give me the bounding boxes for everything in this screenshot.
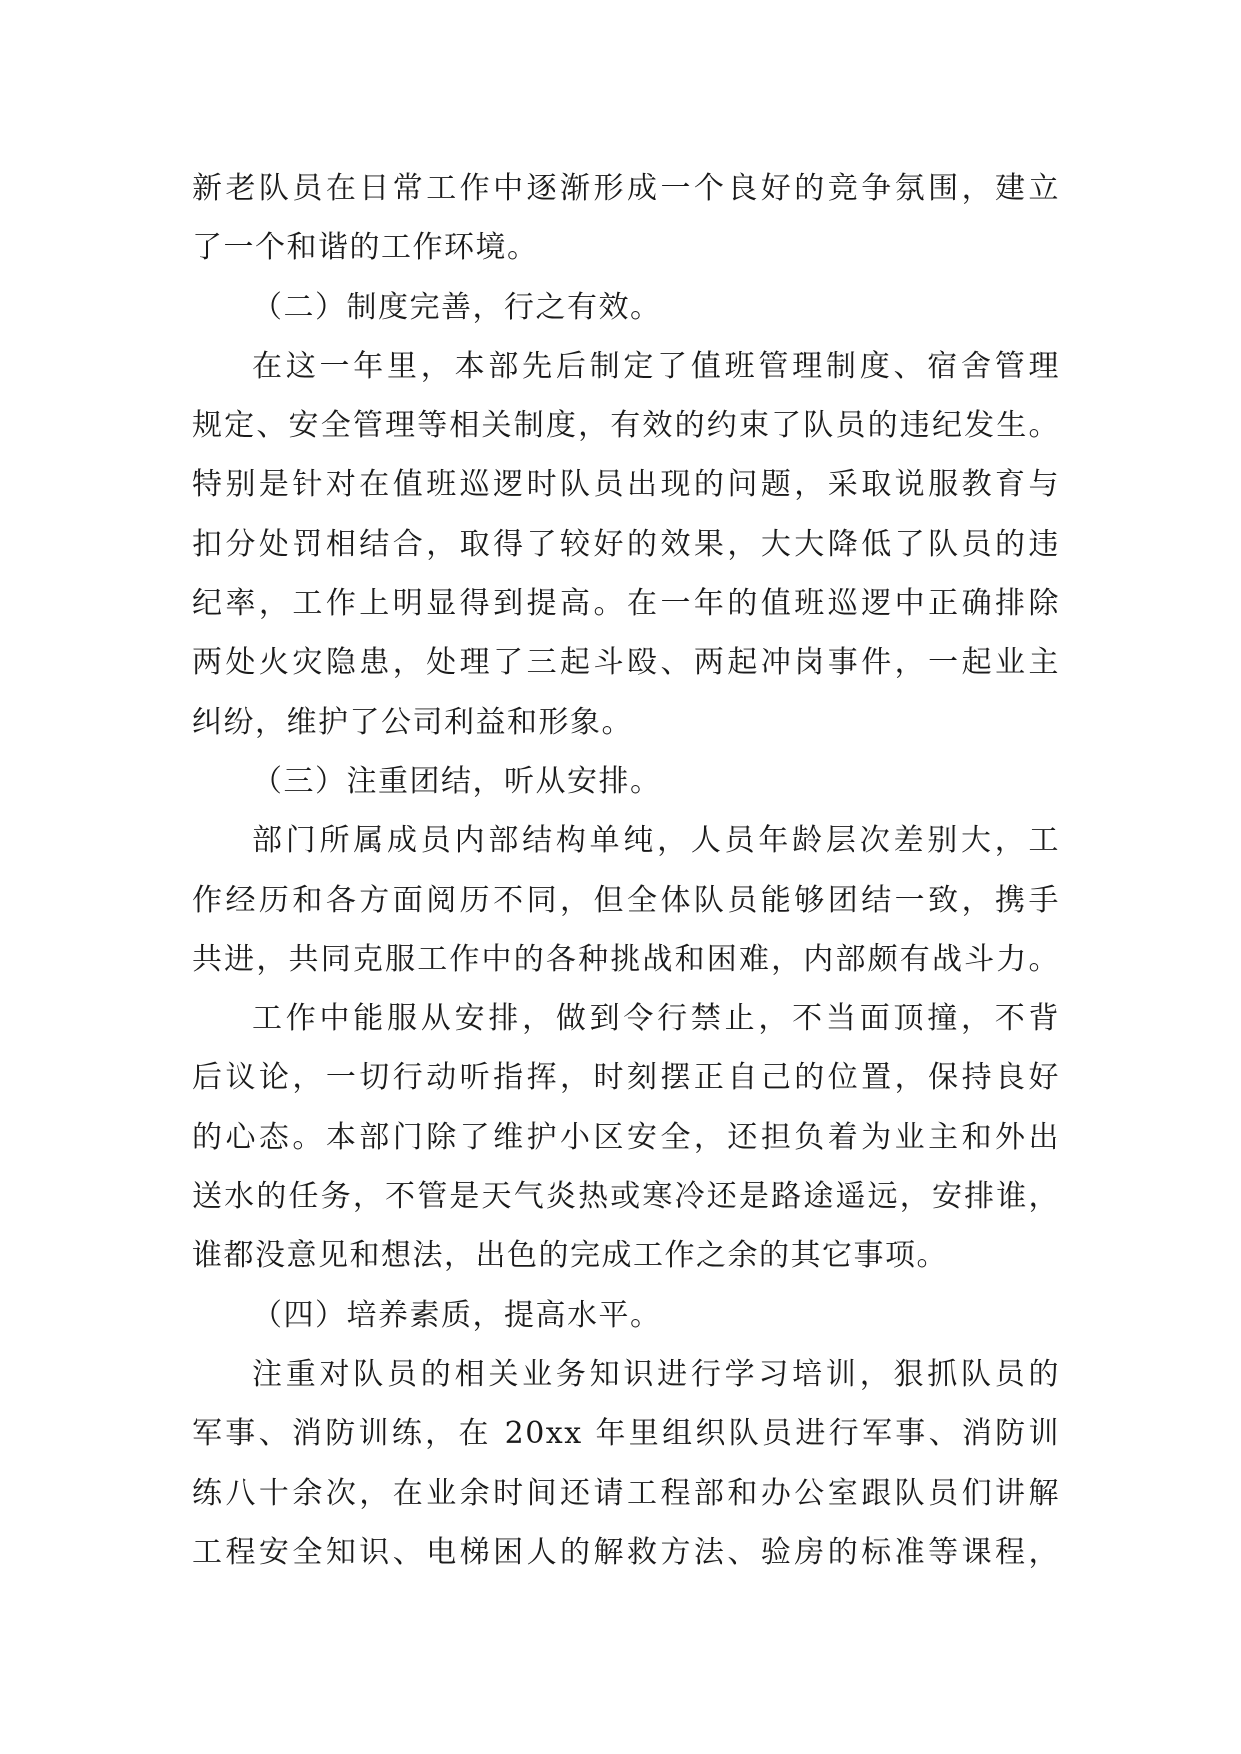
text-line: 的心态。本部门除了维护小区安全，还担负着为业主和外出 [192,1119,1060,1155]
text-line: 了一个和谐的工作环境。 [192,230,539,266]
text-line: 两处火灾隐患，处理了三起斗殴、两起冲岗事件，一起业主 [192,645,1060,681]
text-line: 纠纷，维护了公司利益和形象。 [192,704,633,740]
text-line: 军事、消防训练，在 20xx 年里组织队员进行军事、消防训 [192,1416,1060,1452]
text-line: 练八十余次，在业余时间还请工程部和办公室跟队员们讲解 [192,1475,1060,1511]
text-line: 谁都没意见和想法，出色的完成工作之余的其它事项。 [192,1238,948,1274]
text-line: 注重对队员的相关业务知识进行学习培训，狠抓队员的 [252,1356,1060,1392]
text-line: 送水的任务，不管是天气炎热或寒冷还是路途遥远，安排谁， [192,1179,1060,1215]
section-heading: （三）注重团结，听从安排。 [252,763,662,799]
text-line: 工程安全知识、电梯困人的解救方法、验房的标准等课程， [192,1534,1060,1570]
text-line: 新老队员在日常工作中逐渐形成一个良好的竞争氛围，建立 [192,171,1060,206]
document-body [192,159,1060,1582]
section-heading: （二）制度完善，行之有效。 [252,289,662,325]
text-line: 工作中能服从安排，做到令行禁止，不当面顶撞，不背 [252,1001,1060,1037]
text-line: 作经历和各方面阅历不同，但全体队员能够团结一致，携手 [192,882,1060,918]
text-line: 扣分处罚相结合，取得了较好的效果，大大降低了队员的违 [192,526,1060,562]
text-line: 部门所属成员内部结构单纯，人员年龄层次差别大，工 [252,823,1060,859]
text-line: 后议论，一切行动听指挥，时刻摆正自己的位置，保持良好 [192,1060,1060,1096]
text-line: 特别是针对在值班巡逻时队员出现的问题，采取说服教育与 [192,467,1060,503]
text-line: 规定、安全管理等相关制度，有效的约束了队员的违纪发生。 [192,408,1060,444]
text-line: 纪率，工作上明显得到提高。在一年的值班巡逻中正确排除 [192,586,1060,622]
text-line: 共进，共同克服工作中的各种挑战和困难，内部颇有战斗力。 [192,941,1060,977]
section-heading: （四）培养素质，提高水平。 [252,1297,662,1333]
text-line: 在这一年里，本部先后制定了值班管理制度、宿舍管理 [252,348,1060,384]
